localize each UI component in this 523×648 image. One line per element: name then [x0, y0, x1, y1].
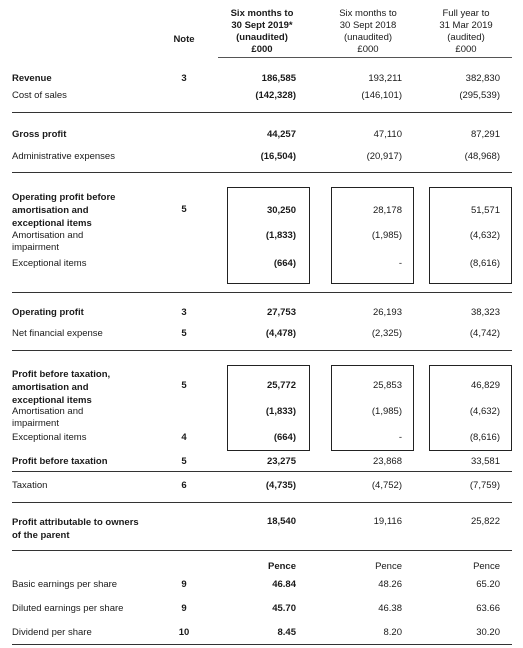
- op-profit-before-c3: 51,571: [470, 205, 500, 216]
- dividend-c3: 30.20: [476, 627, 500, 638]
- op-profit-label: Operating profit: [12, 307, 84, 318]
- revenue-c2: 193,211: [368, 73, 402, 84]
- op-profit-c2: 26,193: [372, 307, 402, 318]
- net-financial-c2: (2,325): [371, 328, 402, 339]
- amortisation-2-c2: (1,985): [371, 406, 402, 417]
- exceptional-1-c3: (8,616): [469, 258, 500, 269]
- op-profit-before-c2: 28,178: [372, 205, 402, 216]
- gross-profit-c2: 47,110: [373, 129, 402, 140]
- dividend-note: 10: [178, 627, 190, 638]
- divider: [12, 550, 512, 551]
- profit-owners-label: Profit attributable to owners of the parent: [12, 517, 139, 541]
- admin-expenses-c1: (16,504): [260, 151, 296, 162]
- op-profit-c3: 38,323: [470, 307, 500, 318]
- pbt-before-note: 5: [181, 380, 187, 391]
- profit-owners-c3: 25,822: [470, 516, 500, 527]
- note-header: Note: [173, 34, 195, 45]
- revenue-note: 3: [181, 73, 187, 84]
- col2-header: Six months to 30 Sept 2018 (unaudited) £000: [339, 8, 397, 55]
- net-financial-c1: (4,478): [265, 328, 296, 339]
- net-financial-c3: (4,742): [469, 328, 500, 339]
- exceptional-2-note: 4: [181, 432, 187, 443]
- exceptional-1-c1: (664): [273, 258, 296, 269]
- op-profit-note: 3: [181, 307, 187, 318]
- divider: [12, 350, 512, 351]
- gross-profit-c3: 87,291: [470, 129, 500, 140]
- exceptional-2-label: Exceptional items: [12, 432, 87, 443]
- taxation-c3: (7,759): [469, 480, 500, 491]
- col3-header: Full year to 31 Mar 2019 (audited) £000: [439, 8, 493, 55]
- cost-of-sales-c1: (142,328): [255, 90, 296, 101]
- exceptional-1-label: Exceptional items: [12, 258, 87, 269]
- amortisation-1-label: Amortisation and impairment: [12, 230, 84, 253]
- dividend-c1: 8.45: [277, 627, 296, 638]
- diluted-eps-c1: 45.70: [272, 603, 296, 614]
- diluted-eps-note: 9: [181, 603, 187, 614]
- exceptional-2-c3: (8,616): [469, 432, 500, 443]
- pbt-note: 5: [181, 456, 187, 467]
- admin-expenses-label: Administrative expenses: [12, 151, 115, 162]
- amortisation-1-c3: (4,632): [469, 230, 500, 241]
- exceptional-2-c1: (664): [273, 432, 296, 443]
- amortisation-1-c1: (1,833): [265, 230, 296, 241]
- divider: [12, 502, 512, 503]
- diluted-eps-c2: 46.38: [378, 603, 402, 614]
- pbt-before-c3: 46,829: [470, 380, 500, 391]
- op-profit-before-label: Operating profit before amortisation and exceptional items: [12, 192, 116, 229]
- amortisation-1-c2: (1,985): [371, 230, 402, 241]
- divider: [12, 644, 512, 645]
- col1-header: Six months to 30 Sept 2019* (unaudited) £000: [230, 8, 294, 55]
- exceptional-1-c2: -: [398, 258, 402, 269]
- taxation-label: Taxation: [12, 480, 48, 491]
- cost-of-sales-c2: (146,101): [361, 90, 402, 101]
- pence-unit-c1: Pence: [268, 561, 296, 572]
- amortisation-2-c1: (1,833): [265, 406, 296, 417]
- admin-expenses-c2: (20,917): [366, 151, 402, 162]
- exceptional-2-c2: -: [398, 432, 402, 443]
- pence-unit-c2: Pence: [375, 561, 402, 572]
- op-profit-before-note: 5: [181, 204, 187, 215]
- revenue-c1: 186,585: [261, 73, 296, 84]
- diluted-eps-c3: 63.66: [476, 603, 500, 614]
- divider: [12, 471, 512, 472]
- pbt-c1: 23,275: [266, 456, 296, 467]
- gross-profit-label: Gross profit: [12, 129, 67, 140]
- cost-of-sales-c3: (295,539): [459, 90, 500, 101]
- basic-eps-note: 9: [181, 579, 187, 590]
- admin-expenses-c3: (48,968): [464, 151, 500, 162]
- taxation-c2: (4,752): [371, 480, 402, 491]
- amortisation-2-c3: (4,632): [469, 406, 500, 417]
- revenue-c3: 382,830: [465, 73, 500, 84]
- net-financial-note: 5: [181, 328, 187, 339]
- op-profit-before-c1: 30,250: [266, 205, 296, 216]
- pence-unit-c3: Pence: [473, 561, 500, 572]
- gross-profit-c1: 44,257: [266, 129, 296, 140]
- revenue-label: Revenue: [12, 73, 52, 84]
- basic-eps-c1: 46.84: [272, 579, 296, 590]
- taxation-c1: (4,735): [265, 480, 296, 491]
- net-financial-label: Net financial expense: [12, 328, 103, 339]
- divider: [12, 112, 512, 113]
- pbt-c3: 33,581: [470, 456, 500, 467]
- taxation-note: 6: [181, 480, 187, 491]
- pbt-label: Profit before taxation: [12, 456, 108, 467]
- pbt-before-label: Profit before taxation, amortisation and exceptional items: [12, 369, 111, 406]
- amortisation-2-label: Amortisation and impairment: [12, 406, 84, 429]
- dividend-c2: 8.20: [383, 627, 402, 638]
- op-profit-c1: 27,753: [266, 307, 296, 318]
- basic-eps-c3: 65.20: [476, 579, 500, 590]
- header-rule: [218, 57, 512, 58]
- profit-owners-c1: 18,540: [266, 516, 296, 527]
- dividend-label: Dividend per share: [12, 627, 92, 638]
- divider: [12, 172, 512, 173]
- basic-eps-label: Basic earnings per share: [12, 579, 118, 590]
- profit-owners-c2: 19,116: [373, 516, 402, 527]
- divider: [12, 292, 512, 293]
- pbt-before-c1: 25,772: [266, 380, 296, 391]
- basic-eps-c2: 48.26: [378, 579, 402, 590]
- cost-of-sales-label: Cost of sales: [12, 90, 67, 101]
- pbt-before-c2: 25,853: [372, 380, 402, 391]
- pbt-c2: 23,868: [372, 456, 402, 467]
- diluted-eps-label: Diluted earnings per share: [12, 603, 124, 614]
